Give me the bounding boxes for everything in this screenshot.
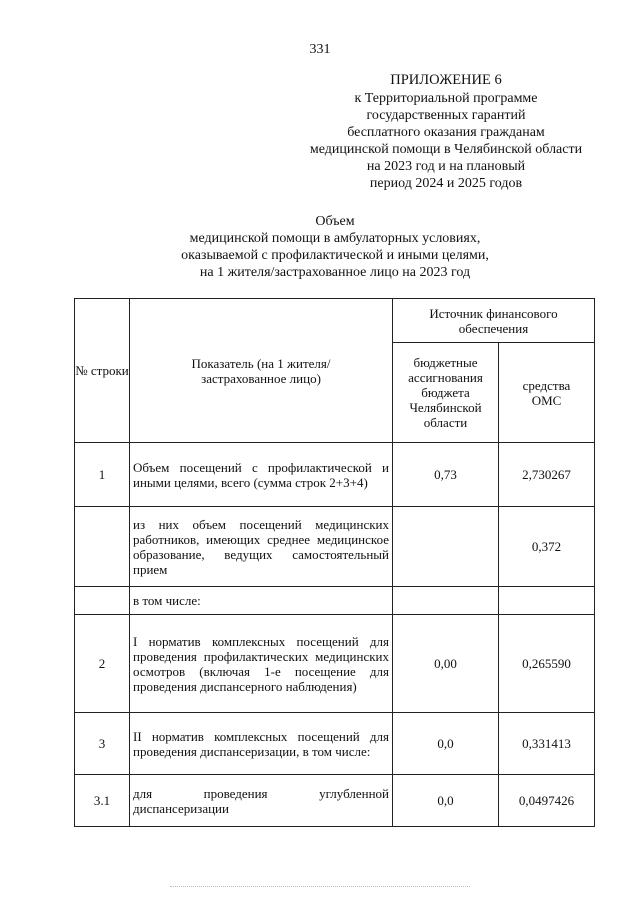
document-title [130,213,540,281]
row-budget: 0,0 [393,713,499,775]
row-number [75,587,130,615]
row-indicator: в том числе: [130,587,393,615]
header-row-number: № строки [75,299,130,443]
header-indicator: Показатель (на 1 жителя/ застрахованное лицо) [130,299,393,443]
row-oms: 0,372 [499,507,595,587]
row-oms: 0,0497426 [499,775,595,827]
document-title-line: медицинской помощи в амбулаторных условиях, [189,231,481,246]
row-number: 3 [75,713,130,775]
document-title-line: оказываемой с профилактической и иными целями, [181,248,489,263]
scan-artifact-divider [170,886,470,887]
row-budget: 0,73 [393,443,499,507]
appendix-line: к Территориальной программе [354,91,538,106]
table-row [75,507,595,587]
row-budget [393,507,499,587]
document-title-line: на 1 жителя/застрахованное лицо на 2023 год [199,265,471,280]
appendix-line: государственных гарантий [366,108,526,123]
appendix-block [296,72,596,192]
row-indicator: II норматив комплексных посещений для проведения диспансеризации, в том числе: [130,713,393,775]
appendix-line: бесплатного оказания гражданам [347,125,545,140]
row-budget: 0,0 [393,775,499,827]
row-budget [393,587,499,615]
table-header-row [75,299,595,343]
header-oms: средства ОМС [499,343,595,443]
row-oms: 0,331413 [499,713,595,775]
table-row [75,615,595,713]
row-oms: 0,265590 [499,615,595,713]
appendix-line: период 2024 и 2025 годов [369,176,523,191]
appendix-line: на 2023 год и на плановый [366,159,526,174]
appendix-line: медицинской помощи в Челябинской области [309,142,583,157]
row-number: 2 [75,615,130,713]
table-row [75,443,595,507]
row-number [75,507,130,587]
row-oms: 2,730267 [499,443,595,507]
row-oms [499,587,595,615]
header-funding-source: Источник финансового обеспечения [393,299,595,343]
table-row [75,713,595,775]
row-indicator: для проведения углубленной диспансеризации [130,775,393,827]
table-row [75,587,595,615]
row-number: 3.1 [75,775,130,827]
page-number: 331 [309,42,331,57]
row-indicator: Объем посещений с профилактической и иными целями, всего (сумма строк 2+3+4) [130,443,393,507]
appendix-title: ПРИЛОЖЕНИЕ 6 [390,72,502,88]
row-number: 1 [75,443,130,507]
header-budget: бюджетные ассигнования бюджета Челябинской области [393,343,499,443]
document-title-line: Объем [315,214,355,229]
table-row [75,775,595,827]
row-indicator: из них объем посещений медицинских работников, имеющих среднее медицинское образование, ведущих самостоятельный прием [130,507,393,587]
row-budget: 0,00 [393,615,499,713]
volume-table [74,298,595,827]
row-indicator: I норматив комплексных посещений для проведения профилактических медицинских осмотров (включая 1-е посещение для проведения диспансерного наблюдения) [130,615,393,713]
